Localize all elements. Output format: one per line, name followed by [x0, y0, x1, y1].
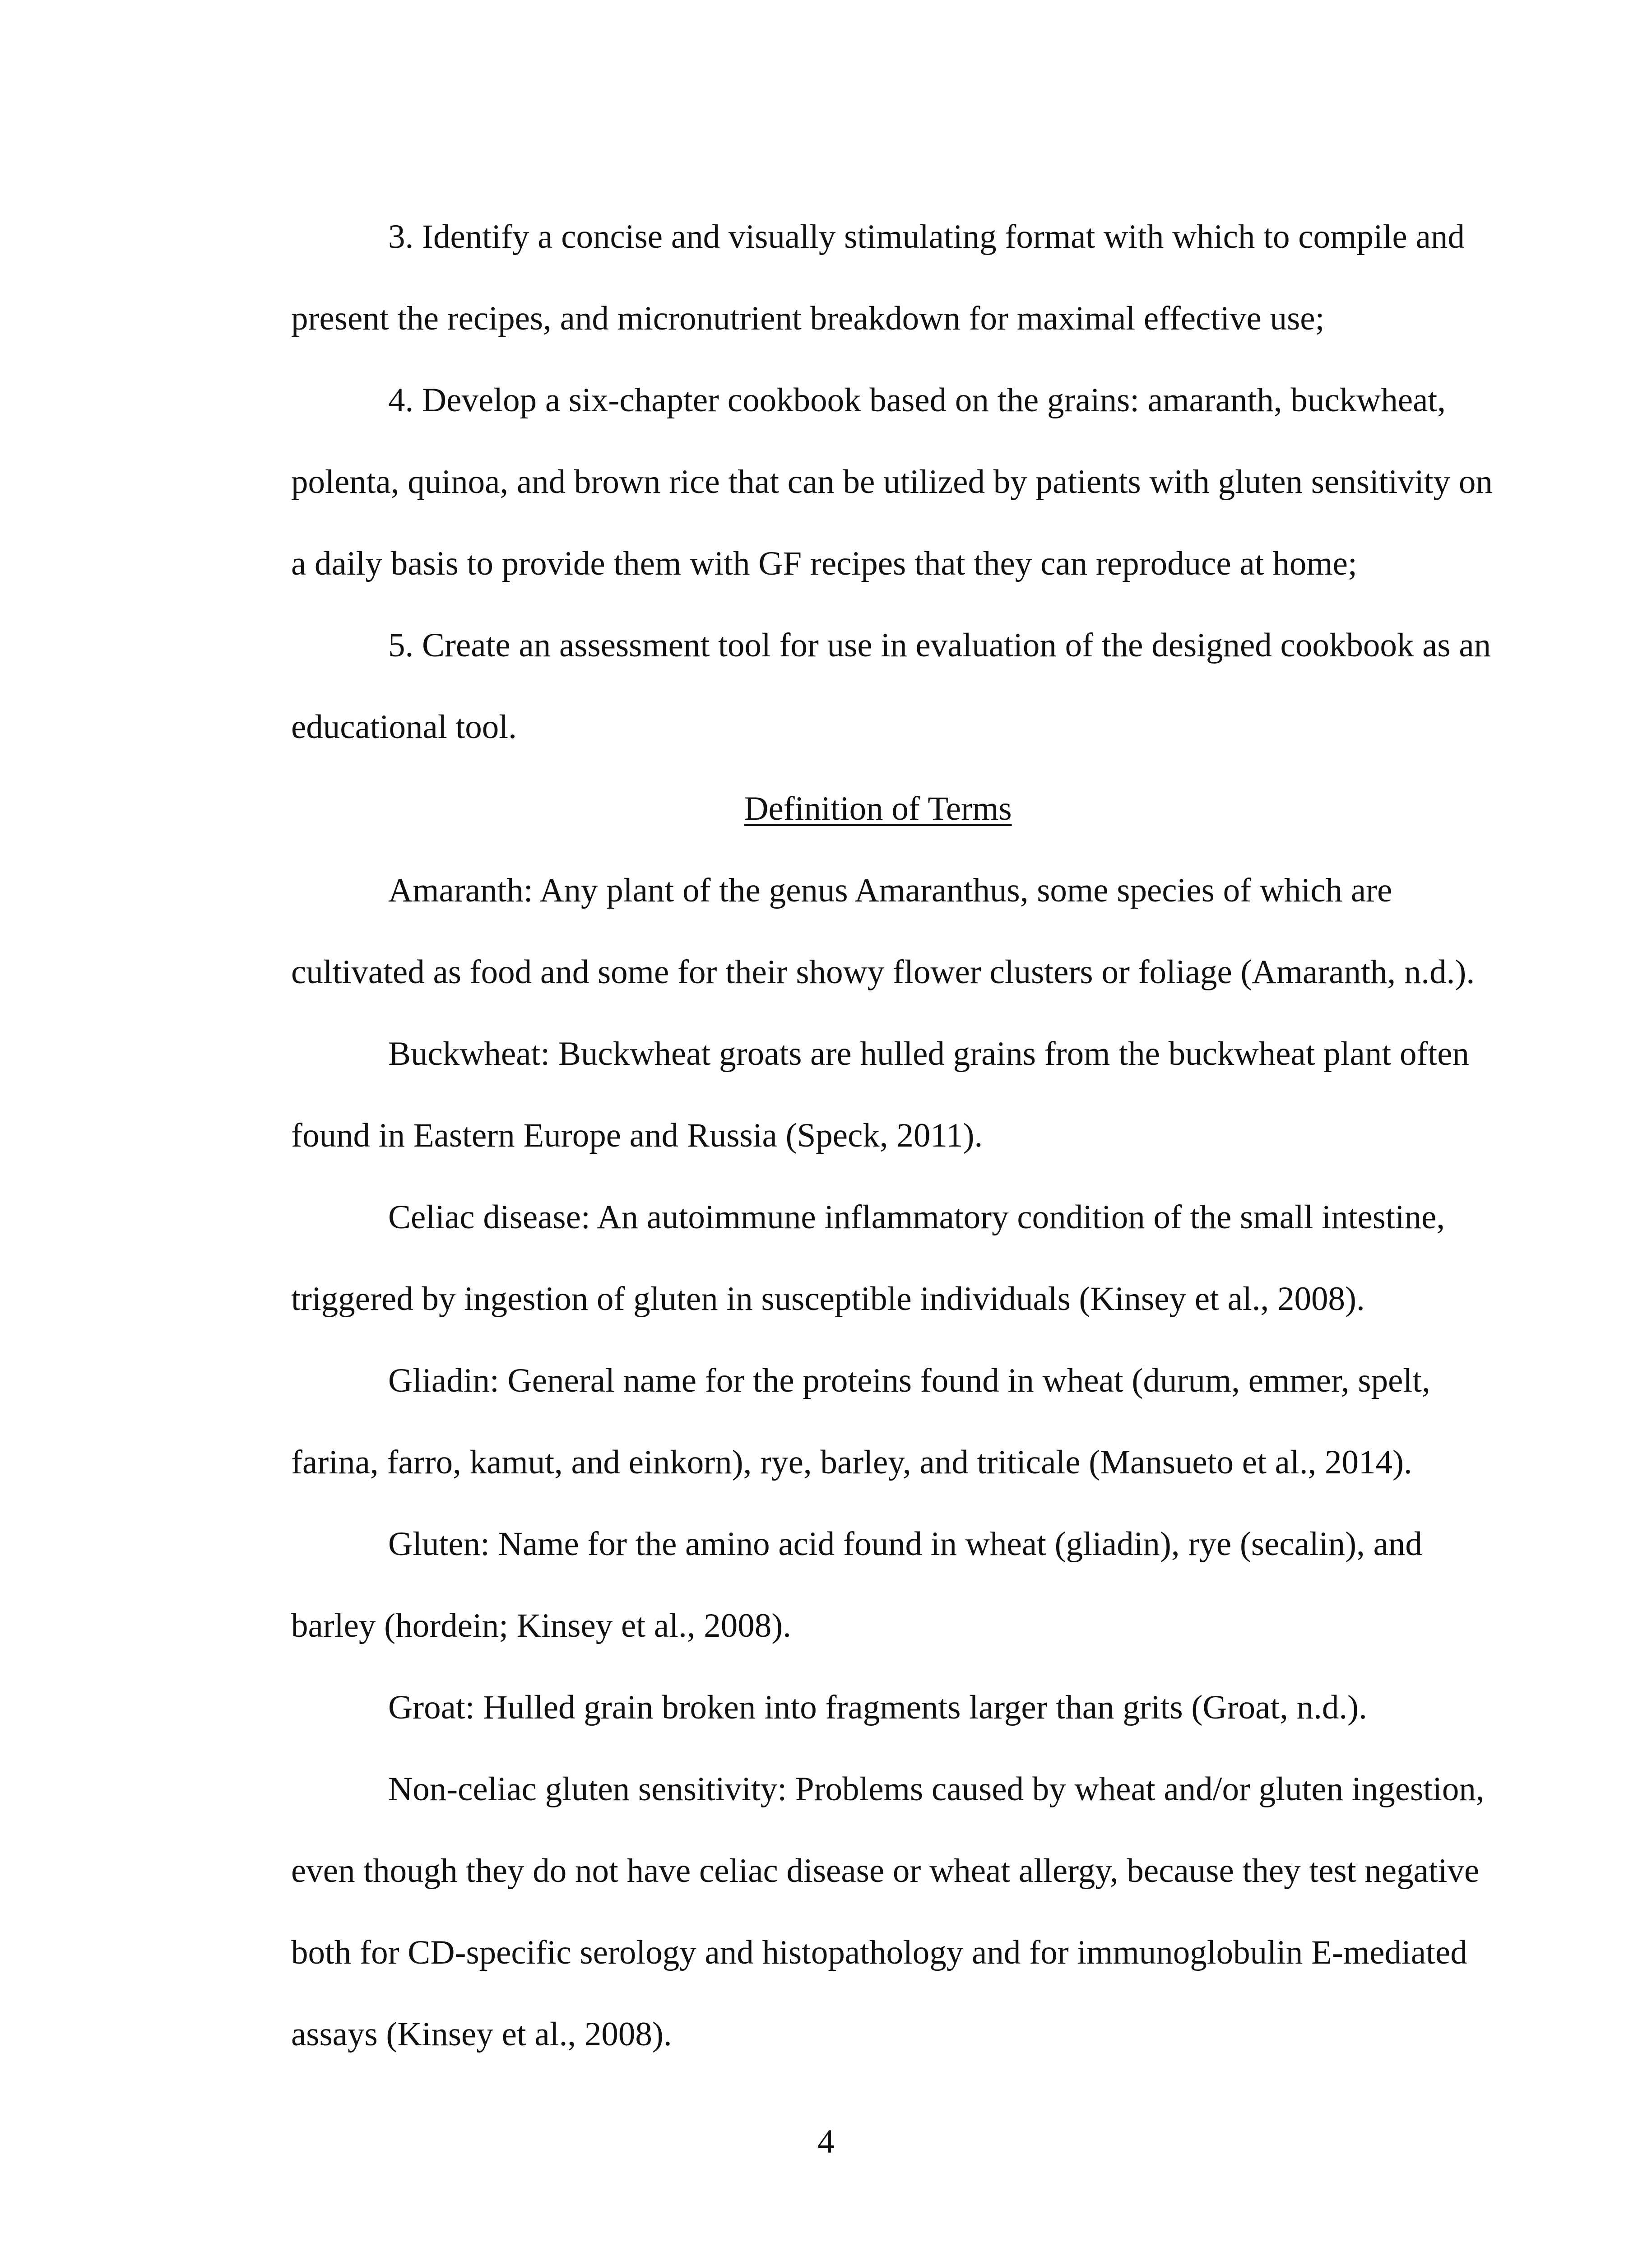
page-number: 4 [817, 2123, 835, 2160]
term-buckwheat-line-1: Buckwheat: Buckwheat groats are hulled grains from the buckwheat plant often [388, 1035, 1470, 1073]
term-ncgs-line-2: even though they do not have celiac disease or wheat allergy, because they test negative [291, 1852, 1480, 1890]
section-heading: Definition of Terms [744, 790, 1012, 827]
objective-3-line-2: present the recipes, and micronutrient breakdown for maximal effective use; [291, 300, 1325, 337]
objective-4-line-1: 4. Develop a six-chapter cookbook based on the grains: amaranth, buckwheat, [388, 381, 1446, 419]
term-celiac-line-2: triggered by ingestion of gluten in susceptible individuals (Kinsey et al., 2008). [291, 1280, 1365, 1318]
objective-5-line-1: 5. Create an assessment tool for use in evaluation of the designed cookbook as an [388, 627, 1491, 664]
objective-3-line-1: 3. Identify a concise and visually stimulating format with which to compile and [388, 218, 1465, 255]
term-gliadin-line-2: farina, farro, kamut, and einkorn), rye, barley, and triticale (Mansueto et al., 2014). [291, 1444, 1412, 1481]
objective-5-line-2: educational tool. [291, 708, 517, 746]
term-celiac-line-1: Celiac disease: An autoimmune inflammatory condition of the small intestine, [388, 1198, 1445, 1236]
term-ncgs-line-3: both for CD-specific serology and histopathology and for immunoglobulin E-mediated [291, 1934, 1467, 1971]
term-amaranth-line-1: Amaranth: Any plant of the genus Amaranthus, some species of which are [388, 872, 1392, 909]
objective-4-line-2: polenta, quinoa, and brown rice that can be utilized by patients with gluten sensitivity on [291, 463, 1493, 501]
objective-4-line-3: a daily basis to provide them with GF recipes that they can reproduce at home; [291, 545, 1357, 582]
term-groat-line-1: Groat: Hulled grain broken into fragments larger than grits (Groat, n.d.). [388, 1689, 1367, 1726]
term-amaranth-line-2: cultivated as food and some for their showy flower clusters or foliage (Amaranth, n.d.). [291, 953, 1475, 991]
term-gliadin-line-1: Gliadin: General name for the proteins found in wheat (durum, emmer, spelt, [388, 1362, 1430, 1399]
term-ncgs-line-4: assays (Kinsey et al., 2008). [291, 2016, 672, 2053]
term-gluten-line-1: Gluten: Name for the amino acid found in wheat (gliadin), rye (secalin), and [388, 1525, 1422, 1563]
term-gluten-line-2: barley (hordein; Kinsey et al., 2008). [291, 1607, 792, 1644]
term-buckwheat-line-2: found in Eastern Europe and Russia (Speck, 2011). [291, 1117, 983, 1154]
page-body [291, 212, 1493, 2091]
term-ncgs-line-1: Non-celiac gluten sensitivity: Problems caused by wheat and/or gluten ingestion, [388, 1770, 1485, 1808]
